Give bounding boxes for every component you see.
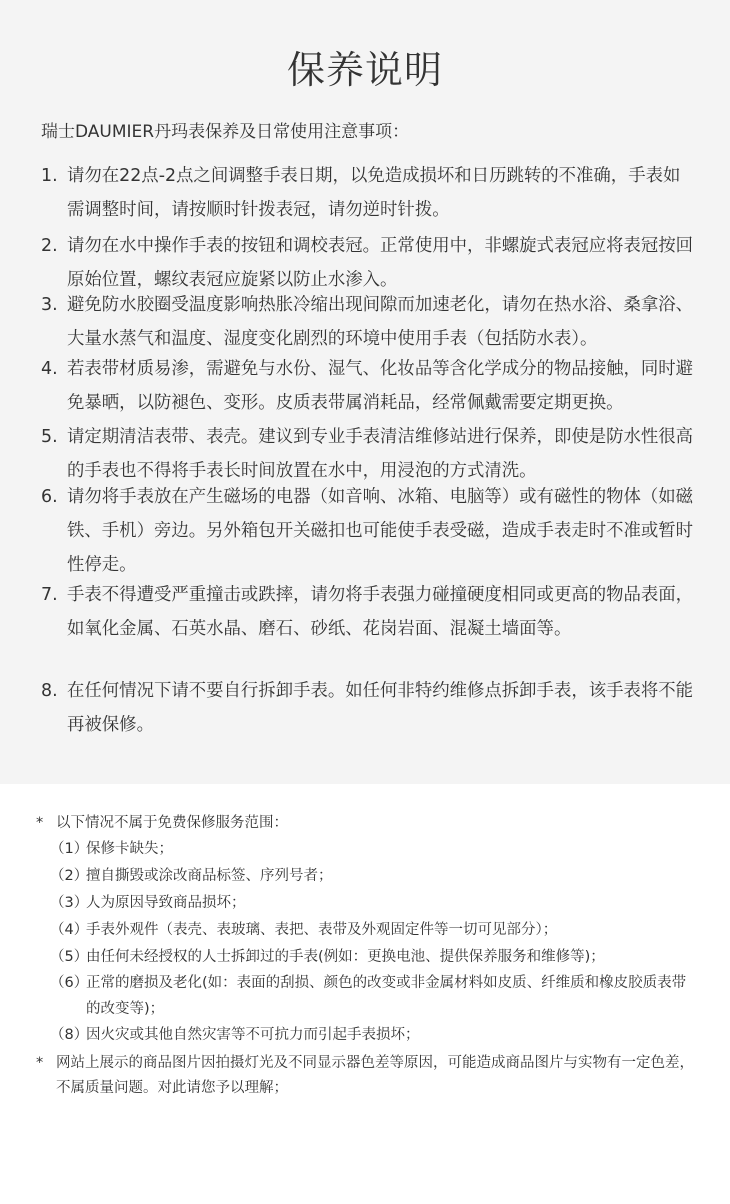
care-rule-item [41,578,695,646]
asterisk-mark: * [36,1055,44,1071]
exclusion-number: （8） [50,1027,89,1043]
exclusion-number: （2） [50,868,89,884]
rule-text: 在任何情况下请不要自行拆卸手表。如任何非特约维修点拆卸手表，该手表将不能再被保修。 [67,681,694,735]
rule-number: 7. [41,585,58,605]
intro-text: 瑞士DAUMIER丹玛表保养及日常使用注意事项： [41,122,410,142]
rule-number: 4. [41,359,58,379]
rule-text: 请勿在水中操作手表的按钮和调校表冠。正常使用中，非螺旋式表冠应将表冠按回原始位置，螺纹表冠应旋紧以防止水渗入。 [67,236,694,290]
exclusion-number: （3） [50,895,89,911]
exclusion-item [50,917,695,943]
rule-text: 手表不得遭受严重撞击或跌摔，请勿将手表强力碰撞硬度相同或更高的物品表面，如氧化金属、石英水晶、磨石、砂纸、花岗岩面、混凝土墙面等。 [67,585,694,639]
exclusion-text: 手表外观件（表壳、表玻璃、表把、表带及外观固定件等一切可见部分）； [86,922,558,938]
note-text: 网站上展示的商品图片因拍摄灯光及不同显示器色差等原因，可能造成商品图片与实物有一定色差，不属质量问题。对此请您予以理解； [56,1055,694,1096]
rule-number: 3. [41,295,58,315]
exclusion-item [50,944,695,970]
exclusion-text: 擅自撕毁或涂改商品标签、序列号者； [86,868,333,884]
care-rule-item [41,159,695,227]
rule-number: 8. [41,681,58,701]
exclusion-text: 正常的磨损及老化(如：表面的刮损、颜色的改变或非金属材料如皮质、纤维质和橡皮胶质表带的改变等)； [86,975,687,1017]
rule-text: 若表带材质易渗，需避免与水份、湿气、化妆品等含化学成分的物品接触，同时避免暴晒，以防褪色、变形。皮质表带属消耗品，经常佩戴需要定期更换。 [67,359,694,413]
exclusion-number: （4） [50,922,89,938]
rule-text: 请勿将手表放在产生磁场的电器（如音响、冰箱、电脑等）或有磁性的物体（如磁铁、手机）旁边。另外箱包开关磁扣也可能使手表受磁，造成手表走时不准或暂时性停走。 [67,487,694,575]
exclusion-item [50,970,695,1022]
exclusion-item [50,890,695,916]
rule-number: 1. [41,166,58,186]
exclusion-number: （1） [50,841,89,857]
exclusion-text: 保修卡缺失； [86,841,173,857]
page-title: 保养说明 [286,48,443,92]
rule-text: 请定期清洁表带、表壳。建议到专业手表清洁维修站进行保养，即使是防水性很高的手表也不得将手表长时间放置在水中，用浸泡的方式清洗。 [67,427,694,481]
rule-number: 6. [41,487,58,507]
exclusion-item [50,836,695,862]
rule-text: 避免防水胶圈受温度影响热胀冷缩出现间隙而加速老化，请勿在热水浴、桑拿浴、大量水蒸气和温度、湿度变化剧烈的环境中使用手表（包括防水表）。 [67,295,694,349]
care-rule-item [41,674,695,742]
color-difference-note [36,1051,696,1101]
asterisk-mark: * [36,815,44,831]
rule-number: 5. [41,427,58,447]
care-rule-item [41,352,695,420]
warranty-exclusion-header [36,811,696,836]
exclusion-item [50,863,695,889]
exclusion-text: 由任何未经授权的人士拆卸过的手表(例如：更换电池、提供保养服务和维修等)； [86,949,605,965]
rule-number: 2. [41,236,58,256]
exclusion-item [50,1022,695,1048]
exclusion-text: 因火灾或其他自然灾害等不可抗力而引起手表损坏； [86,1027,420,1043]
care-rule-item [41,480,695,582]
exclusion-number: （6） [50,975,89,991]
care-rule-item [41,288,695,356]
note-text: 以下情况不属于免费保修服务范围： [56,815,288,831]
care-rule-item [41,229,695,297]
exclusion-number: （5） [50,949,89,965]
exclusion-text: 人为原因导致商品损坏； [86,895,246,911]
rule-text: 请勿在22点-2点之间调整手表日期，以免造成损坏和日历跳转的不准确，手表如需调整时间，请按顺时针拨表冠，请勿逆时针拨。 [67,166,681,220]
care-rule-item [41,420,695,488]
